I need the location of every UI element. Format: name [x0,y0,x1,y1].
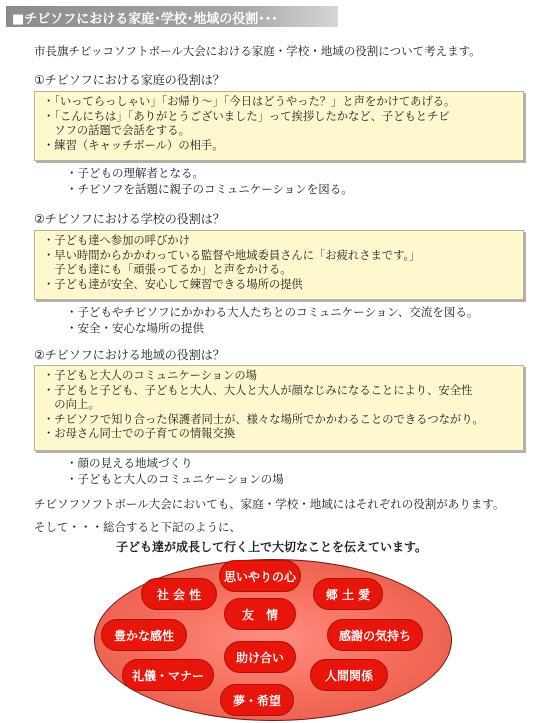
value-pill: 郷 土 愛 [313,578,383,610]
school-roles-box [34,230,524,300]
box-line: ・子ども達が安全、安心して練習できる場所の提供 [43,277,303,291]
section-heading-school: ②チビソフにおける学校の役割は？ [34,212,225,226]
family-roles-box [34,91,524,161]
box-line: ・「いってらっしゃい」「お帰り～」「今日はどうやった？」と声をかけてあげる。 [43,95,456,108]
summary-line: ・安全・安心な場所の提供 [66,320,204,335]
page-title: ■チビソフにおける家庭･学校･地域の役割･･･ [12,12,278,27]
box-line: ・練習（キャッチボール）の相手。 [43,138,224,152]
title-bar [6,6,338,27]
value-pill: 人間関係 [310,659,388,691]
box-line: ・子ども達へ参加の呼びかけ [43,234,190,247]
summary-line: ・顔の見える地域づくり [66,456,193,470]
box-line: ・お母さん同士での子育ての情報交換 [43,427,236,440]
summary-line: ・子どもと大人のコミュニケーションの場 [66,471,284,486]
closing-text: そして・・・総合すると下記のように、 [34,520,241,534]
value-pill: 礼儀・マナー [122,659,214,691]
box-line: ・早い時間からかかわっている監督や地域委員さんに「お疲れさまです。」 [43,248,421,262]
closing-text: チビソフソフトボール大会においても、家庭・学校・地域にはそれぞれの役割があります。 [34,497,505,511]
summary-line: ・子どもやチビソフにかかわる大人たちとのコミュニケーション、交流を図る。 [66,305,479,319]
community-summary [66,456,284,487]
school-summary [66,305,478,336]
family-summary [66,166,353,197]
value-pill: 思いやりの心 [219,560,301,592]
box-line: ソフの話題で会話をする。 [43,124,190,137]
box-line: ・子どもと子ども、子どもと大人、大人と大人が顔なじみになることにより、安全性 [43,383,473,397]
value-pill: 友 情 [224,598,296,630]
summary-line: ・チビソフを話題に親子のコミュニケーションを図る。 [66,181,353,196]
box-line: ・チビソフで知り合った保護者同士が、様々な場所でかかわることのできるつながり。 [43,412,484,426]
intro-text: 市長旗チビッコソフトボール大会における家庭・学校・地域の役割について考えます。 [34,44,481,58]
section-heading-family: ①チビソフにおける家庭の役割は？ [34,73,225,87]
closing-emphasis: 子ども達が成長して行く上で大切なことを伝えています。 [116,540,428,554]
community-roles-box [34,365,524,451]
box-line: 子ども達にも「頑張ってるか」と声をかける。 [43,263,292,276]
value-pill: 夢・希望 [220,684,294,716]
value-pill: 社 会 性 [141,578,217,610]
summary-line: ・子どもの理解者となる。 [66,166,204,180]
section-heading-community: ②チビソフにおける地域の役割は？ [34,348,225,362]
value-pill: 豊かな感性 [101,619,187,651]
box-line: の向上。 [43,398,100,411]
value-pill: 感謝の気持ち [327,619,423,651]
box-line: ・子どもと大人のコミュニケーションの場 [43,369,257,382]
value-pill: 助け合い [224,641,296,673]
box-line: ・「こんにちは」「ありがとうございました」って挨拶したかなど、子どもとチビ [43,109,450,123]
